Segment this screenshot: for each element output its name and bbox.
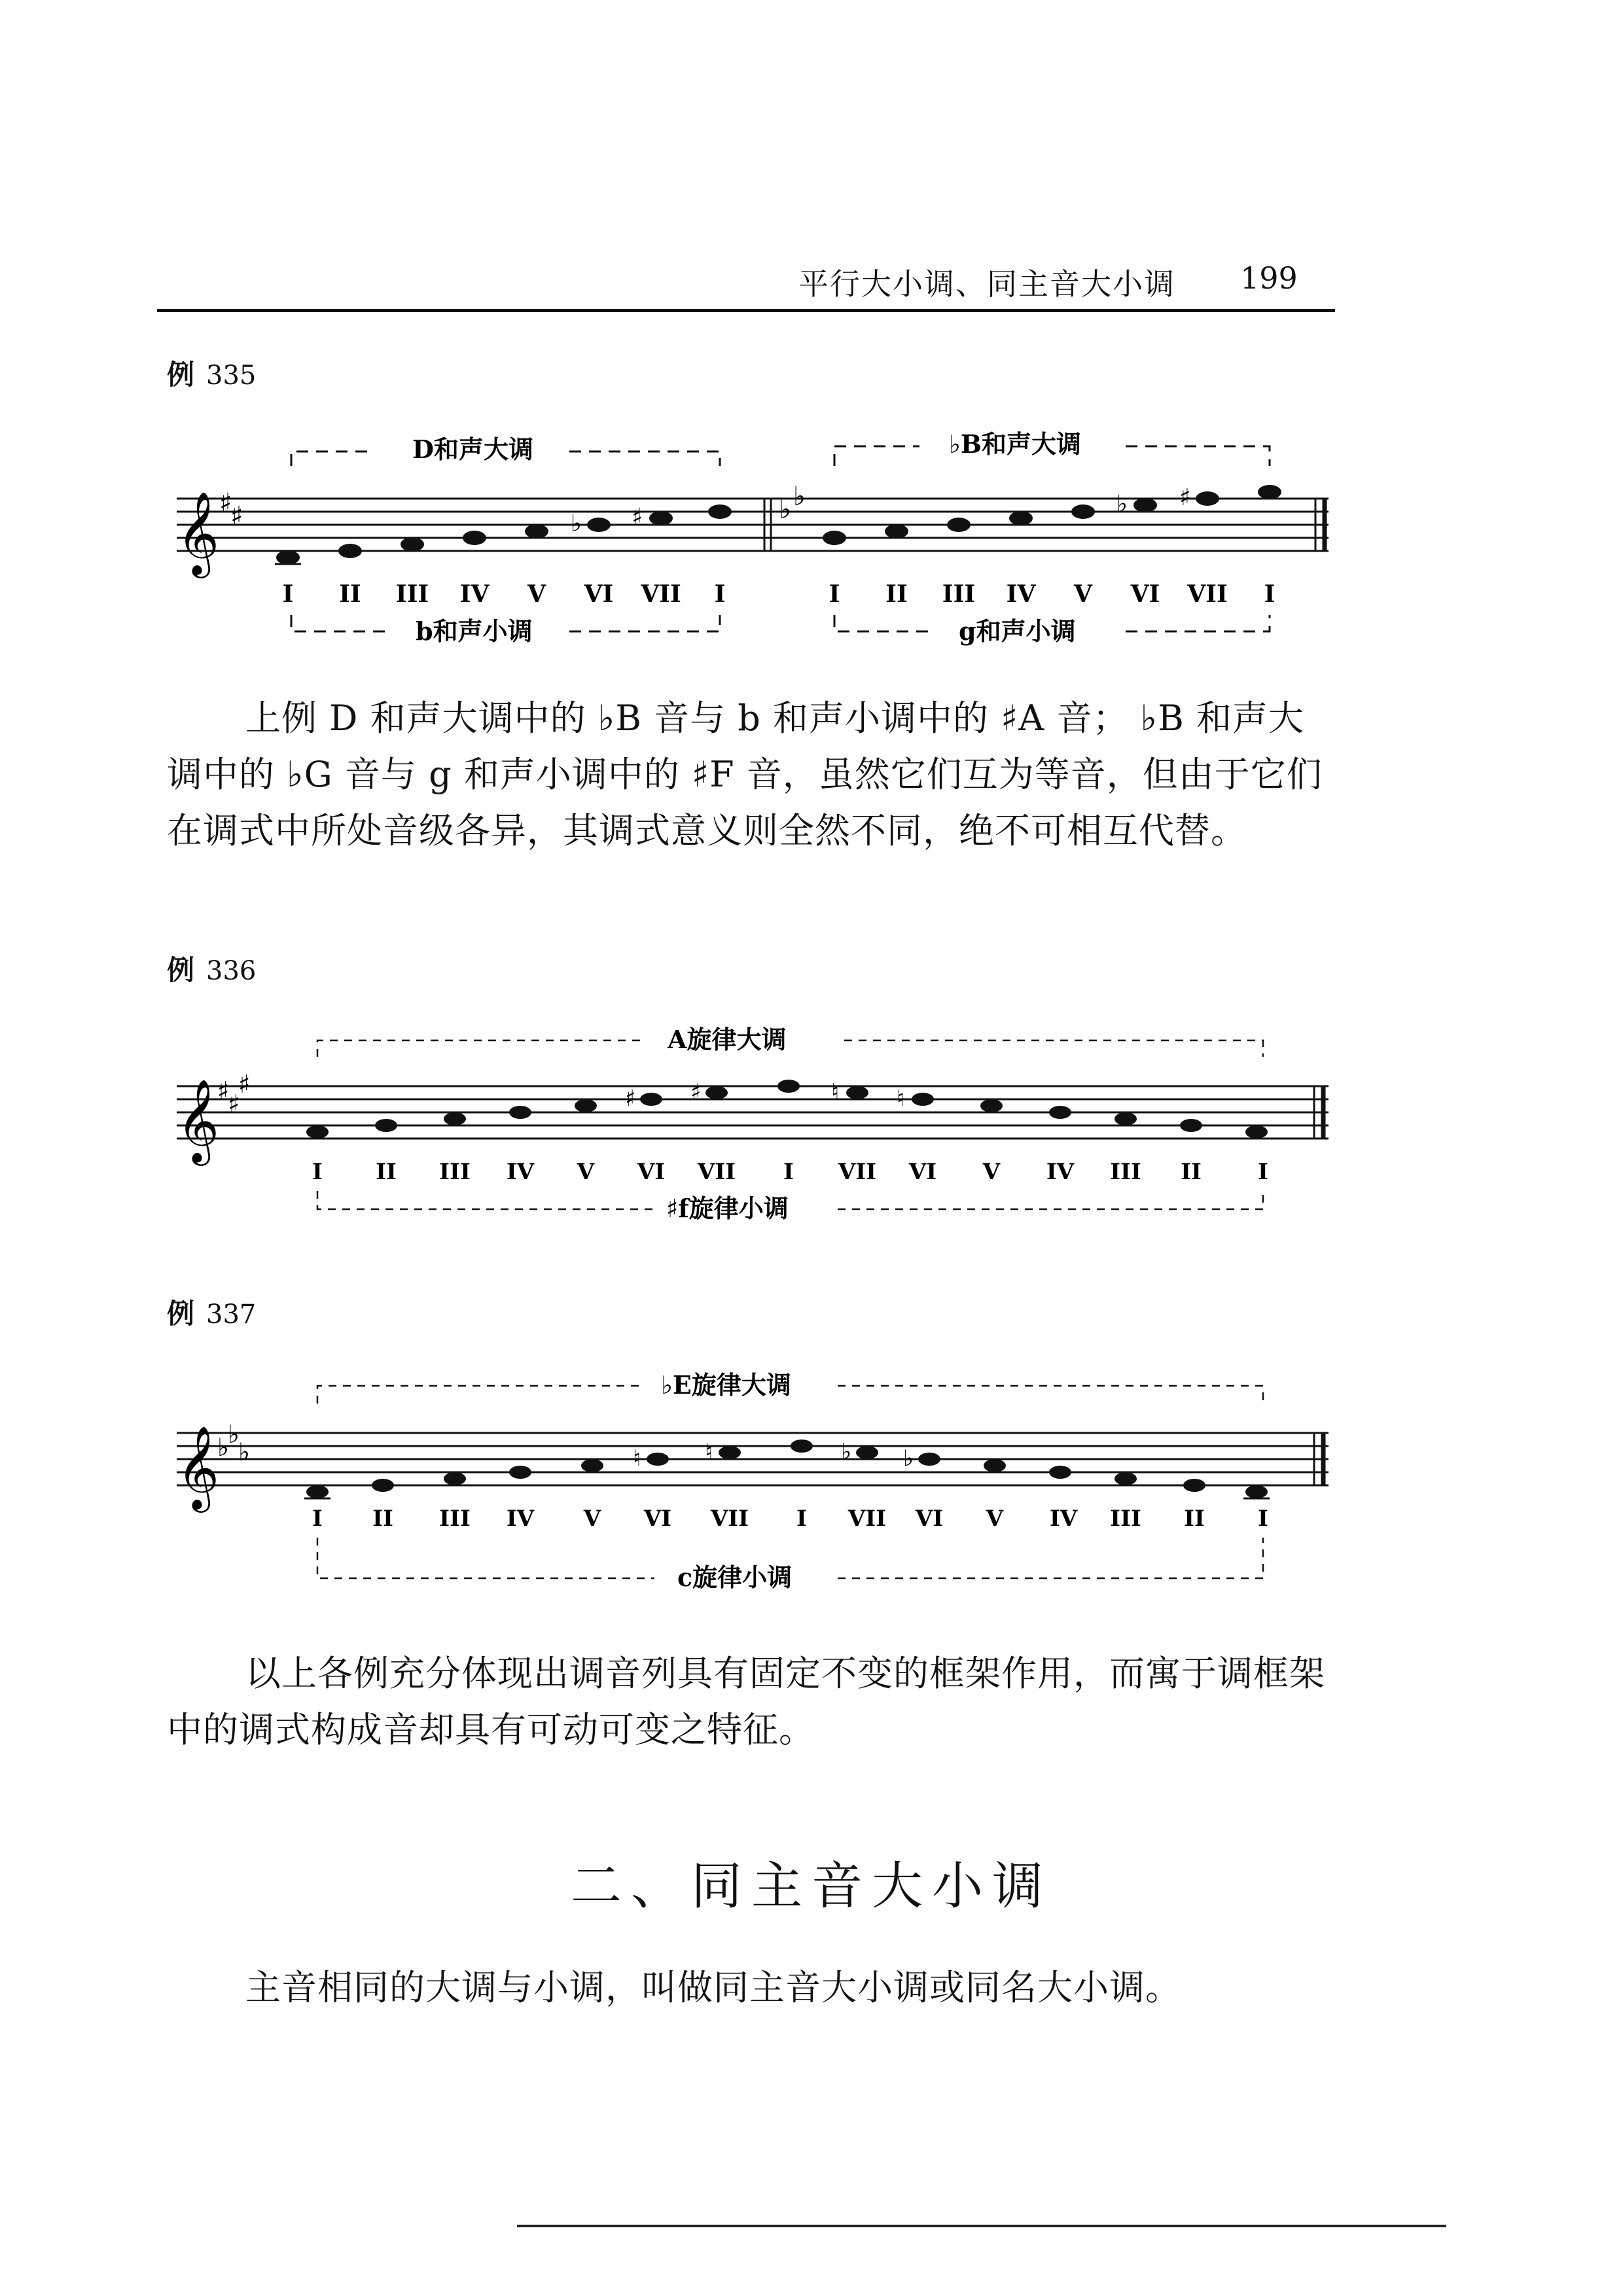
score-example-336 [157,1001,1335,1250]
notes [304,1439,1270,1498]
sharp-icon: ♯ [217,1076,230,1105]
svg-text:VII: VII [1187,580,1228,608]
staff-335 [157,406,1335,667]
svg-text:VII: VII [847,1506,887,1532]
staff-336 [157,1001,1335,1250]
svg-text:I: I [1258,1159,1268,1185]
natural-icon: ♮ [831,1079,840,1105]
svg-text:IV: IV [506,1159,535,1185]
paragraph-1 [167,690,1332,859]
svg-text:V: V [583,1506,601,1532]
flat-icon: ♭ [571,510,582,537]
svg-text:III: III [1110,1159,1141,1185]
svg-text:III: III [439,1159,471,1185]
svg-text:III: III [439,1506,471,1532]
sharp-icon: ♯ [625,1086,636,1112]
degree-row-right [829,580,1275,608]
example-335-label [167,353,256,393]
bracket-label: c旋律小调 [677,1563,793,1592]
flat-icon: ♭ [238,1438,250,1466]
svg-text:II: II [1181,1159,1202,1185]
staff-lines [177,1433,1329,1485]
example-number: 336 [206,956,257,986]
svg-text:II: II [885,580,908,608]
svg-text:VII: VII [838,1159,877,1185]
svg-text:VI: VI [643,1506,672,1532]
svg-text:IV: IV [506,1506,535,1532]
svg-text:I: I [282,580,294,608]
svg-text:I: I [1258,1506,1268,1532]
degree-row [312,1159,1268,1185]
svg-text:V: V [577,1159,595,1185]
svg-text:I: I [796,1506,807,1532]
score-example-337 [157,1348,1335,1597]
svg-text:V: V [527,580,546,608]
svg-text:VII: VII [697,1159,736,1185]
svg-text:I: I [1264,580,1275,608]
bracket-label: ♯f旋律小调 [666,1193,789,1223]
treble-clef-icon: 𝄞 [177,1078,220,1162]
example-label-char: 例 [167,1298,195,1330]
example-number: 337 [206,1299,257,1330]
bracket-bottom [317,1191,1263,1209]
sharp-icon: ♯ [238,1070,251,1099]
svg-text:I: I [312,1506,323,1532]
svg-text:III: III [942,580,976,608]
sharp-icon: ♯ [632,504,643,531]
svg-text:VII: VII [710,1506,749,1532]
notes-right [823,485,1281,545]
notes [306,1080,1268,1139]
svg-text:VII: VII [641,580,681,608]
degree-row-left [283,580,726,608]
svg-text:VI: VI [1130,580,1160,608]
bracket-label: g和声小调 [959,616,1076,646]
notes-left [275,504,732,565]
sharp-icon: ♯ [690,1079,702,1105]
staff-337 [157,1348,1335,1597]
flat-icon: ♭ [1116,491,1128,518]
svg-text:II: II [376,1159,397,1185]
degree-row [312,1506,1268,1532]
example-336-label [167,949,256,988]
paragraph-1-text: 上例 D 和声大调中的 ♭B 音与 b 和声小调中的 ♯A 音； ♭B 和声大调中的 ♭G 音与 g 和声小调中的 ♯F 音，虽然它们互为等音，但由于它们在调式中所处音级各异，其调式意义则全然不同，绝不可相互代替。 [167,698,1323,851]
section-title: 二、同主音大小调 [570,1857,1052,1916]
example-number: 335 [206,361,257,391]
example-337-label [167,1292,256,1332]
flat-icon: ♭ [217,1433,229,1462]
score-example-335 [157,406,1335,667]
svg-text:V: V [986,1506,1004,1532]
natural-icon: ♮ [633,1445,641,1472]
paragraph-2-text: 以上各例充分体现出调音列具有固定不变的框架作用，而寓于调框架中的调式构成音却具有可动可变之特征。 [167,1653,1325,1750]
flat-icon: ♭ [228,1420,240,1449]
bracket-label: ♭E旋律大调 [661,1370,791,1400]
example-label-char: 例 [167,954,195,986]
bracket-label: ♭B和声大调 [949,429,1082,459]
svg-text:I: I [783,1159,794,1185]
svg-text:V: V [1074,580,1092,608]
bottom-rule [517,2225,1446,2227]
header-rule [157,309,1335,312]
svg-text:I: I [312,1159,323,1185]
svg-text:II: II [372,1506,393,1532]
bracket-label: A旋律大调 [668,1025,787,1054]
sharp-icon: ♯ [1179,484,1191,511]
treble-clef-icon: 𝄞 [177,1425,220,1509]
svg-text:V: V [982,1159,1001,1185]
running-header-title: 平行大小调、同主音大小调 [798,266,1175,302]
svg-text:III: III [395,580,429,608]
treble-clef-icon: 𝄞 [177,491,220,574]
svg-text:VI: VI [908,1159,937,1185]
paragraph-2 [167,1646,1332,1758]
bracket-label: D和声大调 [412,434,533,464]
paragraph-3-text: 主音相同的大调与小调，叫做同主音大小调或同名大小调。 [245,1967,1181,2008]
staff-lines [177,1086,1329,1139]
natural-icon: ♮ [897,1086,905,1112]
page-number: 199 [1240,260,1298,296]
svg-text:IV: IV [1006,580,1036,608]
flat-icon: ♭ [841,1439,852,1465]
svg-text:IV: IV [1049,1506,1078,1532]
paragraph-3 [167,1960,1332,2016]
example-label-char: 例 [167,359,195,391]
svg-text:II: II [1184,1506,1205,1532]
sharp-icon: ♯ [230,501,243,531]
svg-text:IV: IV [1046,1159,1075,1185]
svg-text:III: III [1110,1506,1141,1532]
svg-text:II: II [339,580,361,608]
svg-text:I: I [829,580,840,608]
svg-text:I: I [714,580,726,608]
flat-icon: ♭ [793,482,806,512]
bracket-top [317,1040,1263,1057]
svg-text:IV: IV [459,580,490,608]
svg-text:VI: VI [637,1159,666,1185]
svg-text:VI: VI [584,580,614,608]
flat-icon: ♭ [903,1445,914,1472]
natural-icon: ♮ [705,1439,713,1465]
sharp-icon: ♯ [219,488,232,518]
sharp-icon: ♯ [228,1089,240,1118]
svg-text:VI: VI [915,1506,944,1532]
flat-icon: ♭ [779,495,791,525]
bracket-label: b和声小调 [416,616,533,646]
